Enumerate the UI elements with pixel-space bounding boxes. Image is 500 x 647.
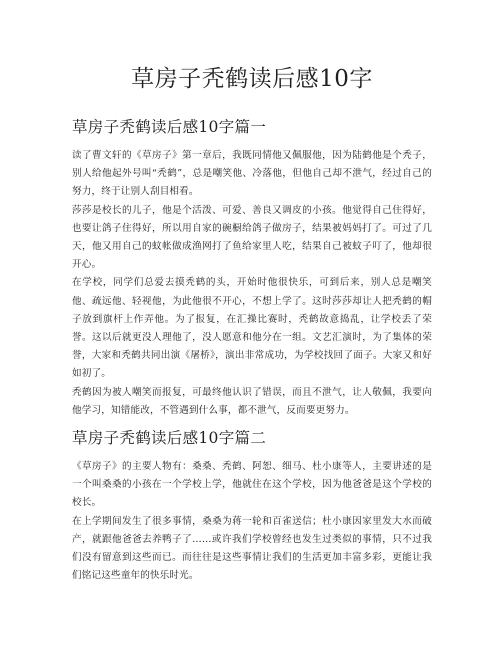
paragraph: 《草房子》的主要人物有：桑桑、秃鹤、阿恕、细马、杜小康等人，主要讲述的是一个叫桑桑的小孩在一个学校上学，他就住在这个学校，因为他爸爸是这个学校的校长。 bbox=[72, 461, 432, 509]
section-heading: 草房子秃鹤读后感10字篇二 bbox=[72, 429, 267, 448]
paragraph: 莎莎是校长的儿子，他是个活泼、可爱、善良又调皮的小孩。他觉得自己住得好，也要让鸽子住得好，所以用自家的碗橱给鸽子做房子，结果被妈妈打了。可过了几天，他又用自己的蚊帐做成渔网打了鱼给家里人吃，结果自己被蚊子叮了，他却很开心。 bbox=[72, 204, 432, 271]
section-heading: 草房子秃鹤读后感10字篇一 bbox=[72, 118, 267, 136]
paragraph: 在上学期间发生了很多事情，桑桑为蒋一轮和百雀送信；杜小康因家里发大水而破产，就跟他爸爸去养鸭子了……或许我们学校曾经也发生过类似的事情，只不过我们没有留意到这些而已。而往往是这些事情让我们的生活更加丰富多彩，更能让我们铭记这些童年的快乐时光。 bbox=[72, 515, 432, 582]
document-title: 草房子秃鹤读后感10字 bbox=[131, 66, 373, 92]
paragraph: 秃鹤因为被人嘲笑而报复，可最终他认识了错误，而且不泄气，让人敬佩，我要向他学习，知错能改，不管遇到什么事，都不泄气，反而要更努力。 bbox=[72, 386, 432, 416]
paragraph: 读了曹文轩的《草房子》第一章后，我既同情他又佩服他，因为陆鹤他是个秃子，别人给他起外号叫“秃鹤”，总是嘲笑他、冷落他，但他自己却不泄气，经过自己的努力，终于让别人刮目相看。 bbox=[72, 150, 432, 198]
section-1 bbox=[72, 115, 432, 420]
section-2 bbox=[72, 426, 432, 585]
paragraph: 在学校，同学们总爱去摸秃鹤的头，开始时他很快乐，可到后来，别人总是嘲笑他、疏远他、轻视他，为此他很不开心，不想上学了。这时莎莎却让人把秃鹤的帽子放到旗杆上作弄他。为了报复，在汇操比赛时，秃鹤故意捣乱，让学校丢了荣誉。这以后就更没人理他了，没人愿意和他分在一组。文艺汇演时，为了集体的荣誉，大家和秃鹤共同出演《屠桥》，演出非常成功，为学校找回了面子。大家又和好如初了。 bbox=[72, 277, 432, 380]
